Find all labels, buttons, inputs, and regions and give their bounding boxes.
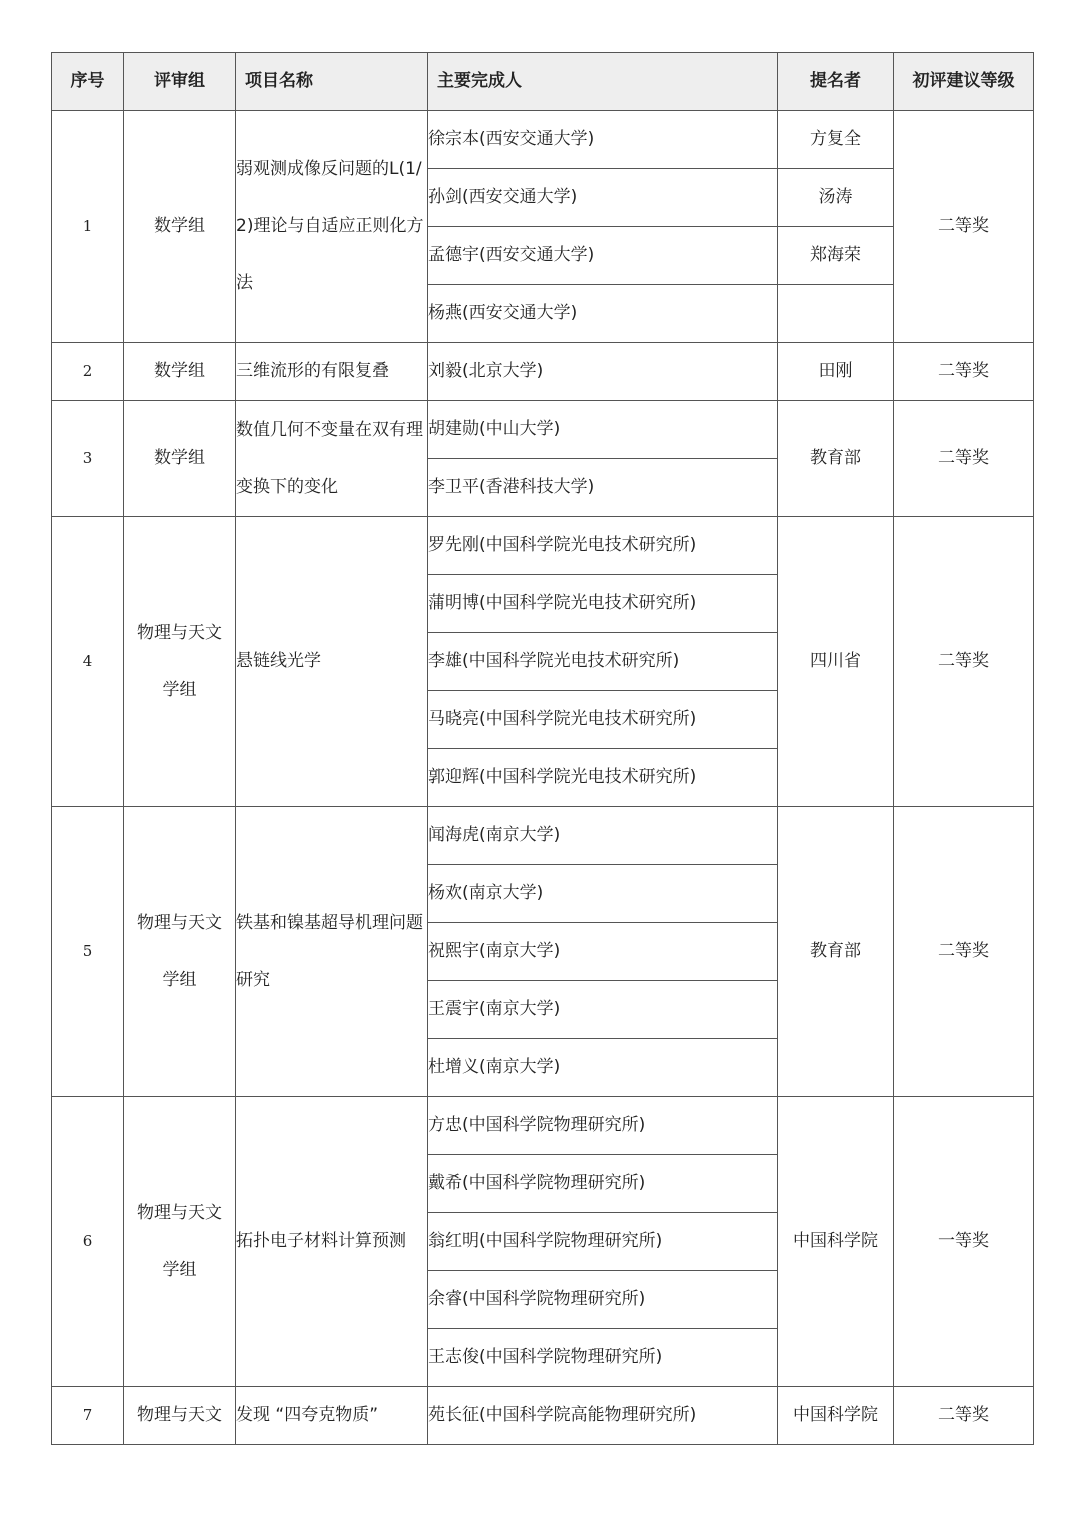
grade-cell: 二等奖	[894, 111, 1034, 343]
person-cell: 杨欢(南京大学)	[428, 865, 778, 923]
header-nominator: 提名者	[778, 53, 894, 111]
person-cell: 胡建勋(中山大学)	[428, 401, 778, 459]
project-name: 拓扑电子材料计算预测	[236, 1231, 406, 1251]
grade-cell: 二等奖	[894, 807, 1034, 1097]
person-cell: 闻海虎(南京大学)	[428, 807, 778, 865]
seq-cell: 1	[52, 111, 124, 343]
nominator-cell: 四川省	[778, 517, 894, 807]
nominator-cell: 教育部	[778, 807, 894, 1097]
project-name: 悬链线光学	[236, 651, 321, 671]
group-cell	[124, 1097, 236, 1387]
nominator-cell: 田刚	[778, 343, 894, 401]
project-cell	[236, 1387, 428, 1445]
table-body	[52, 111, 1034, 1445]
person-cell: 徐宗本(西安交通大学)	[428, 111, 778, 169]
nominator-cell: 汤涛	[778, 169, 894, 227]
person-cell: 余睿(中国科学院物理研究所)	[428, 1271, 778, 1329]
person-cell: 孟德宇(西安交通大学)	[428, 227, 778, 285]
header-project: 项目名称	[236, 53, 428, 111]
group-cell	[124, 807, 236, 1097]
person-cell: 马晓亮(中国科学院光电技术研究所)	[428, 691, 778, 749]
seq-cell: 7	[52, 1387, 124, 1445]
grade-cell: 一等奖	[894, 1097, 1034, 1387]
nominator-cell: 教育部	[778, 401, 894, 517]
project-cell	[236, 1097, 428, 1387]
person-cell: 苑长征(中国科学院高能物理研究所)	[428, 1387, 778, 1445]
person-cell: 翁红明(中国科学院物理研究所)	[428, 1213, 778, 1271]
grade-cell: 二等奖	[894, 401, 1034, 517]
nominator-cell: 中国科学院	[778, 1097, 894, 1387]
table-row	[52, 1387, 1034, 1445]
table-row	[52, 401, 1034, 459]
seq-cell: 6	[52, 1097, 124, 1387]
seq-cell: 3	[52, 401, 124, 517]
table-header	[52, 53, 1034, 111]
header-group: 评审组	[124, 53, 236, 111]
group-cell	[124, 517, 236, 807]
project-name: 铁基和镍基超导机理问题研究	[236, 912, 423, 990]
person-cell: 郭迎辉(中国科学院光电技术研究所)	[428, 749, 778, 807]
table-row	[52, 1097, 1034, 1155]
person-cell: 蒲明博(中国科学院光电技术研究所)	[428, 575, 778, 633]
seq-cell: 2	[52, 343, 124, 401]
award-table	[51, 52, 1034, 1445]
grade-cell: 二等奖	[894, 1387, 1034, 1445]
header-grade: 初评建议等级	[894, 53, 1034, 111]
person-cell: 李雄(中国科学院光电技术研究所)	[428, 633, 778, 691]
header-row	[52, 53, 1034, 111]
seq-cell: 4	[52, 517, 124, 807]
group-cell: 物理与天文	[124, 1387, 236, 1445]
person-cell: 李卫平(香港科技大学)	[428, 459, 778, 517]
person-cell: 罗先刚(中国科学院光电技术研究所)	[428, 517, 778, 575]
person-cell: 刘毅(北京大学)	[428, 343, 778, 401]
seq-cell: 5	[52, 807, 124, 1097]
person-cell: 孙剑(西安交通大学)	[428, 169, 778, 227]
project-cell	[236, 401, 428, 517]
nominator-cell: 郑海荣	[778, 227, 894, 285]
grade-cell: 二等奖	[894, 517, 1034, 807]
person-cell: 杨燕(西安交通大学)	[428, 285, 778, 343]
nominator-cell	[778, 285, 894, 343]
header-people: 主要完成人	[428, 53, 778, 111]
project-name: 弱观测成像反问题的L(1/2)理论与自适应正则化方法	[236, 159, 424, 293]
project-name: 三维流形的有限复叠	[236, 361, 389, 381]
project-cell	[236, 343, 428, 401]
person-cell: 戴希(中国科学院物理研究所)	[428, 1155, 778, 1213]
table-row	[52, 807, 1034, 865]
group-name: 物理与天文学组	[137, 912, 222, 990]
project-name: 发现 “四夸克物质”	[236, 1405, 379, 1425]
nominator-cell: 中国科学院	[778, 1387, 894, 1445]
person-cell: 祝熙宇(南京大学)	[428, 923, 778, 981]
grade-cell: 二等奖	[894, 343, 1034, 401]
group-cell: 数学组	[124, 111, 236, 343]
group-name: 物理与天文学组	[137, 622, 222, 700]
project-cell	[236, 807, 428, 1097]
person-cell: 方忠(中国科学院物理研究所)	[428, 1097, 778, 1155]
project-cell	[236, 111, 428, 343]
person-cell: 王震宇(南京大学)	[428, 981, 778, 1039]
table-row	[52, 343, 1034, 401]
group-name: 物理与天文学组	[137, 1202, 222, 1280]
header-seq: 序号	[52, 53, 124, 111]
nominator-cell: 方复全	[778, 111, 894, 169]
person-cell: 杜增义(南京大学)	[428, 1039, 778, 1097]
project-cell	[236, 517, 428, 807]
group-cell: 数学组	[124, 343, 236, 401]
table-row	[52, 517, 1034, 575]
group-cell: 数学组	[124, 401, 236, 517]
table-row	[52, 111, 1034, 169]
project-name: 数值几何不变量在双有理变换下的变化	[236, 419, 423, 497]
person-cell: 王志俊(中国科学院物理研究所)	[428, 1329, 778, 1387]
